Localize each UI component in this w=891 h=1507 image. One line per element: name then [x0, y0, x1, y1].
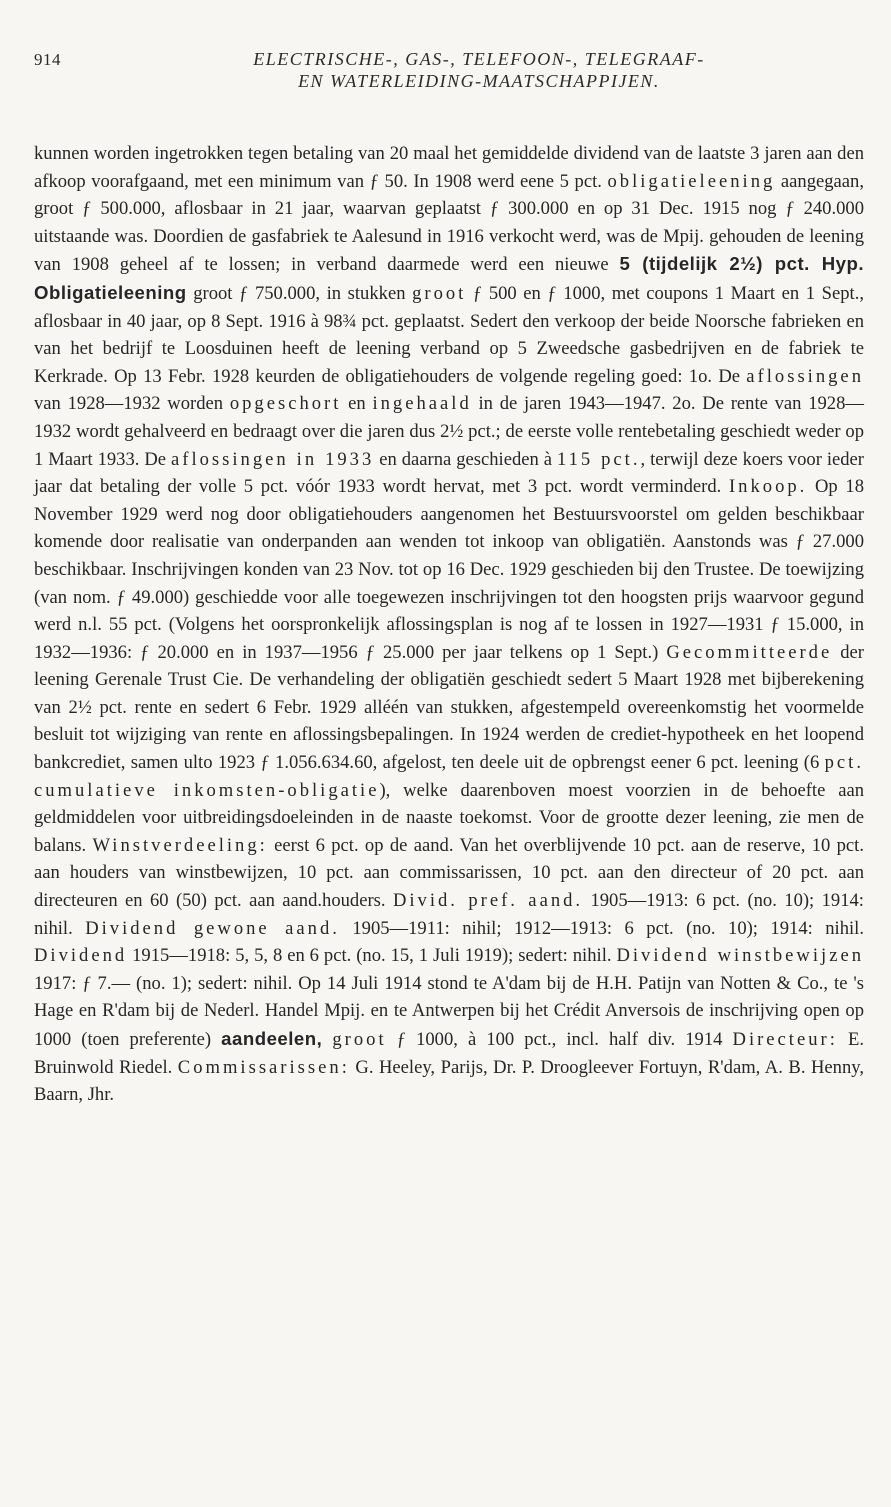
spaced-emphasis-text: Winstverdeeling:	[92, 834, 268, 856]
spaced-emphasis-text: aflossingen	[746, 365, 864, 387]
spaced-emphasis-text: Divid. pref. aand.	[392, 890, 584, 912]
body-text-run: ), welke daarenboven moest voorzien in de behoefte aan geldmiddelen voor uitbreidingsdoeleinden in de naaste toekomst. Voor de grootte dezer leening, zie men de balans.	[34, 779, 864, 856]
body-text-run: en	[341, 393, 373, 415]
spaced-emphasis-text: Dividend winstbewijzen	[616, 945, 864, 967]
body-paragraph	[34, 140, 864, 1109]
body-text-run	[322, 1029, 332, 1050]
running-header	[34, 48, 864, 98]
body-text-run: ƒ 500 en ƒ 1000, met coupons 1 Maart en 1 Sept., aflosbaar in 40 jaar, op 8 Sept. 1916 à 98¾ pct. geplaatst. Sedert den verkoop der beide Noorsche fabrieken en van het bedrijf te Loosduinen heeft de leening verband op 5 Zweedsche gasbedrijven en de fabriek te Kerkrade. Op 13 Febr. 1928 keurden de obligatiehouders de volgende regeling goed: 1o. De	[34, 282, 864, 387]
body-text-run: en daarna geschieden à	[374, 448, 557, 470]
spaced-emphasis-text: Commissarissen:	[177, 1056, 350, 1078]
spaced-emphasis-text: groot	[332, 1029, 387, 1050]
running-title-line-2: EN WATERLEIDING-MAATSCHAPPIJEN.	[298, 71, 660, 91]
body-text-run: kunnen worden ingetrokken tegen betaling van 20 maal het gemiddelde dividend van de laatste 3 jaren aan den afkoop voorafgaand, met een minimum van ƒ 50. In 1908 werd eene 5 pct.	[34, 143, 864, 192]
bold-heading-text: aandeelen,	[221, 1028, 323, 1049]
body-text-run: eerst 6 pct. op de aand. Van het overblijvende 10 pct. aan de reserve, 10 pct. aan houders van winstbewijzen, 10 pct. aan commissarissen, 10 pct. aan den directeur of 20 pct. aan directeuren en 60 (50) pct. aan aand.houders.	[34, 834, 864, 912]
body-text-run: in de jaren 1943—1947. 2o. De rente van 1928—1932 wordt gehalveerd en bedraagt over die jaren dus 2½ pct.; de eerste volle rentebetaling geschiedt weder op 1 Maart 1933. De	[34, 393, 864, 470]
spaced-emphasis-text: obligatieleening	[607, 170, 776, 192]
spaced-emphasis-text: Gecommitteerde	[666, 641, 833, 663]
body-text-run: groot ƒ 750.000, in stukken	[186, 282, 413, 304]
spaced-emphasis-text: 115 pct.	[556, 448, 641, 470]
spaced-emphasis-text: pct. cumulatieve inkomsten-obligatie	[34, 752, 864, 801]
body-text-run: E. Bruinwold Riedel.	[34, 1029, 864, 1078]
body-text-run: ƒ 1000, à 100 pct., incl. half div. 1914	[386, 1029, 733, 1050]
bold-heading-text: 5 (tijdelijk 2½) pct. Hyp. Obligatieleening	[34, 253, 864, 303]
spaced-emphasis-text: Directeur:	[732, 1029, 838, 1050]
document-page	[34, 48, 864, 1109]
spaced-emphasis-text: Dividend	[34, 945, 128, 967]
body-text-run: 1905—1911: nihil; 1912—1913: 6 pct. (no. 10); 1914: nihil.	[339, 917, 864, 939]
body-text	[34, 140, 864, 1109]
body-text-run: 1915—1918: 5, 5, 8 en 6 pct. (no. 15, 1 Juli 1919); sedert: nihil.	[127, 945, 617, 967]
spaced-emphasis-text: Inkoop.	[728, 476, 808, 498]
body-text-run: , terwijl deze koers voor ieder jaar dat betaling der volle 5 pct. vóór 1933 wordt hervat, met 3 pct. wordt verminderd.	[34, 448, 864, 498]
spaced-emphasis-text: ingehaald	[372, 393, 472, 415]
spaced-emphasis-text: aflossingen in 1933	[171, 448, 375, 470]
running-title	[94, 48, 864, 92]
running-title-line-1: ELECTRISCHE-, GAS-, TELEFOON-, TELEGRAAF-	[253, 49, 705, 69]
body-text-run: der leening Gerenale Trust Cie. De verhandeling der obligatiën geschiedt sedert 5 Maart 1928 met bijberekening van 2½ pct. rente en sedert 6 Febr. 1929 alléén van stukken, afgestempeld overeenkomstig het voormelde besluit tot wijziging van rente en aflossingsbepalingen. In 1924 werden de crediet-hypotheek en het loopend bankcrediet, samen ulto 1923 ƒ 1.056.634.60, afgelost, ten deele uit de opbrengst eener 6 pct. leening (6	[34, 641, 864, 774]
page-number: 914	[34, 50, 61, 69]
body-text-run: G. Heeley, Parijs, Dr. P. Droogleever Fortuyn, R'dam, A. B. Henny, Baarn, Jhr.	[34, 1056, 865, 1106]
spaced-emphasis-text: Dividend gewone aand.	[85, 917, 340, 939]
body-text-run: van 1928—1932 worden	[34, 393, 230, 415]
body-text-run: Op 18 November 1929 werd nog door obligatiehouders aangenomen het Bestuursvoorstel om gelden beschikbaar komende door realisatie van onderpanden aan wenden tot inkoop van obligatiën. Aanstonds was ƒ 27.000 beschikbaar. Inschrijvingen konden van 23 Nov. tot op 16 Dec. 1929 geschieden bij den Trustee. De toewijzing (van nom. ƒ 49.000) geschiedde voor alle toegewezen inschrijvingen tot den hoogsten prijs waarvoor gegund werd n.l. 55 pct. (Volgens het oorspronkelijk aflossingsplan is nog af te lossen in 1927—1931 ƒ 15.000, in 1932—1936: ƒ 20.000 en in 1937—1956 ƒ 25.000 per jaar telkens op 1 Sept.)	[34, 476, 864, 663]
spaced-emphasis-text: opgeschort	[229, 393, 342, 415]
spaced-emphasis-text: groot	[412, 282, 467, 304]
body-text-run: aangegaan, groot ƒ 500.000, aflosbaar in 21 jaar, waarvan geplaatst ƒ 300.000 en op 31 Dec. 1915 nog ƒ 240.000 uitstaande was. Doordien de gasfabriek te Aalesund in 1916 verkocht werd, was de Mpij. gehouden de leening van 1908 geheel af te lossen; in verband daarmede werd een nieuwe	[34, 170, 864, 276]
body-text-run: 1917: ƒ 7.— (no. 1); sedert: nihil. Op 14 Juli 1914 stond te A'dam bij de H.H. Patijn van Notten & Co., te 's Hage en R'dam bij de Nederl. Handel Mpij. en te Antwerpen bij het Crédit Anversois de inschrijving open op 1000 (toen preferente)	[34, 972, 864, 1050]
body-text-run: 1905—1913: 6 pct. (no. 10); 1914: nihil.	[34, 890, 864, 939]
